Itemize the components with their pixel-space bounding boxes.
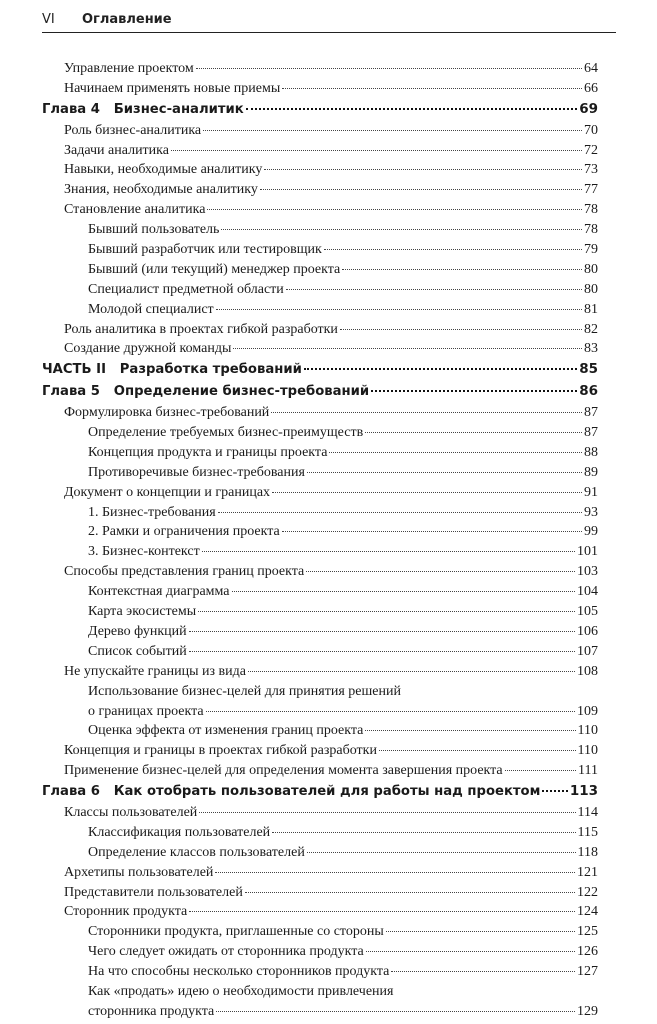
- toc-page-number: 115: [577, 824, 598, 840]
- toc-entry-title: Бывший разработчик или тестировщик: [88, 242, 322, 258]
- toc-page-number: 121: [577, 864, 598, 880]
- toc-entry-title: Знания, необходимые аналитику: [64, 182, 258, 198]
- toc-entry[interactable]: [42, 984, 598, 1004]
- dot-leader: [189, 911, 575, 912]
- toc-page-number: 91: [584, 484, 598, 500]
- toc-entry-title: Создание дружной команды: [64, 341, 232, 357]
- toc-entry[interactable]: [42, 465, 598, 485]
- toc-entry-title: Оценка эффекта от изменения границ проекта: [88, 723, 364, 739]
- toc-entry-title: Управление проектом: [64, 61, 194, 76]
- toc-entry[interactable]: [42, 805, 598, 825]
- toc-page-number: 118: [577, 844, 598, 860]
- toc-entry-title: Роль бизнес-аналитика: [64, 122, 202, 138]
- toc-entry[interactable]: [42, 964, 598, 984]
- toc-entry[interactable]: [42, 723, 598, 743]
- toc-entry-title: Задачи аналитика: [64, 142, 169, 158]
- toc-entry-title: Концепция и границы в проектах гибкой разработки: [64, 743, 377, 759]
- toc-entry-title: Классификация пользователей: [88, 824, 271, 840]
- toc-entry-title: Глава 4 Бизнес-аналитик: [42, 101, 244, 117]
- toc-page-number: 81: [584, 301, 598, 317]
- toc-entry-title: Использование бизнес-целей для принятия решений: [88, 683, 401, 699]
- toc-entry-title: Молодой специалист: [88, 301, 214, 317]
- toc-page-number: 79: [584, 242, 598, 258]
- dot-leader: [286, 289, 582, 290]
- toc-entry[interactable]: [42, 405, 598, 425]
- dot-leader: [206, 711, 575, 712]
- toc-entry[interactable]: [42, 302, 598, 322]
- toc-page-number: 87: [584, 425, 598, 441]
- toc-entry[interactable]: [42, 604, 598, 624]
- dot-leader: [371, 390, 577, 392]
- toc-page-number: 126: [577, 944, 598, 960]
- dot-leader: [365, 432, 582, 433]
- table-of-contents: [42, 61, 598, 1024]
- toc-page-number: 82: [584, 321, 598, 337]
- toc-entry-title: На что способны несколько сторонников продукта: [88, 964, 390, 980]
- toc-entry-title: Применение бизнес-целей для определения момента завершения проекта: [64, 763, 503, 779]
- toc-entry-title: Начинаем применять новые приемы: [64, 80, 281, 96]
- dot-leader: [307, 472, 582, 473]
- toc-entry-title: Формулировка бизнес-требований: [64, 405, 270, 421]
- toc-page-number: 101: [577, 544, 598, 560]
- dot-leader: [366, 951, 575, 952]
- toc-chapter-entry[interactable]: [42, 383, 598, 405]
- dot-leader: [272, 832, 575, 833]
- toc-entry-title: Не упускайте границы из вида: [64, 663, 246, 679]
- dot-leader: [232, 591, 575, 592]
- dot-leader: [304, 368, 577, 370]
- toc-entry[interactable]: [42, 743, 598, 763]
- dot-leader: [218, 512, 582, 513]
- dot-leader: [207, 209, 582, 210]
- dot-leader: [216, 1011, 575, 1012]
- dot-leader: [203, 130, 582, 131]
- toc-entry[interactable]: [42, 1004, 598, 1024]
- toc-chapter-entry[interactable]: [42, 783, 598, 805]
- toc-entry-title: Навыки, необходимые аналитику: [64, 162, 263, 178]
- toc-entry[interactable]: [42, 485, 598, 505]
- toc-entry[interactable]: [42, 624, 598, 644]
- toc-entry[interactable]: [42, 904, 598, 924]
- toc-entry[interactable]: [42, 584, 598, 604]
- dot-leader: [282, 88, 582, 89]
- dot-leader: [307, 852, 576, 853]
- toc-page-number: 109: [577, 703, 598, 719]
- dot-leader: [198, 611, 575, 612]
- toc-entry-title: Бывший (или текущий) менеджер проекта: [88, 261, 341, 277]
- toc-entry[interactable]: [42, 143, 598, 163]
- dot-leader: [189, 651, 575, 652]
- toc-page-number: 86: [579, 383, 598, 400]
- toc-entry[interactable]: [42, 341, 598, 361]
- dot-leader: [189, 631, 575, 632]
- toc-entry-title: Как «продать» идею о необходимости привлечения: [88, 983, 394, 999]
- dot-leader: [306, 571, 575, 572]
- toc-entry-title: 2. Рамки и ограничения проекта: [88, 524, 280, 540]
- toc-entry-title: Список событий: [88, 643, 187, 659]
- toc-entry[interactable]: [42, 704, 598, 724]
- toc-page-number: 110: [577, 723, 598, 739]
- header-page-number: VI: [42, 12, 55, 27]
- toc-page-number: 113: [569, 783, 598, 800]
- toc-chapter-entry[interactable]: [42, 101, 598, 123]
- toc-entry[interactable]: [42, 763, 598, 783]
- toc-entry-title: Концепция продукта и границы проекта: [88, 444, 328, 460]
- dot-leader: [271, 412, 582, 413]
- dot-leader: [248, 671, 575, 672]
- toc-page-number: 70: [584, 122, 598, 138]
- dot-leader: [233, 348, 582, 349]
- toc-entry[interactable]: [42, 425, 598, 445]
- toc-page-number: 78: [584, 222, 598, 238]
- toc-entry[interactable]: [42, 885, 598, 905]
- toc-entry[interactable]: [42, 222, 598, 242]
- dot-leader: [246, 108, 578, 110]
- toc-entry-title: Противоречивые бизнес-требования: [88, 464, 305, 480]
- header-title: Оглавление: [82, 12, 172, 27]
- toc-entry-title: Глава 6 Как отобрать пользователей для работы над проектом: [42, 784, 541, 800]
- dot-leader: [245, 892, 575, 893]
- dot-leader: [171, 150, 582, 151]
- toc-entry[interactable]: [42, 664, 598, 684]
- running-header: [42, 10, 616, 33]
- toc-page-number: 106: [577, 623, 598, 639]
- toc-entry[interactable]: [42, 825, 598, 845]
- dot-leader: [542, 790, 567, 792]
- toc-entry[interactable]: [42, 845, 598, 865]
- toc-entry-title: Определение требуемых бизнес-преимуществ: [88, 425, 364, 441]
- dot-leader: [365, 730, 575, 731]
- dot-leader: [215, 872, 575, 873]
- dot-leader: [260, 189, 582, 190]
- toc-page-number: 129: [577, 1003, 598, 1019]
- toc-page-number: 122: [577, 884, 598, 900]
- dot-leader: [196, 68, 582, 69]
- toc-entry[interactable]: [42, 924, 598, 944]
- toc-entry[interactable]: [42, 182, 598, 202]
- toc-entry-title: Сторонник продукта: [64, 904, 188, 920]
- toc-page-number: 105: [577, 604, 598, 620]
- toc-page-number: 103: [577, 564, 598, 580]
- toc-entry-title: 3. Бизнес-контекст: [88, 544, 200, 560]
- toc-page-number: 93: [584, 504, 598, 520]
- toc-entry-title: Дерево функций: [88, 623, 187, 639]
- toc-entry[interactable]: [42, 242, 598, 262]
- toc-page-number: 73: [584, 162, 598, 178]
- dot-leader: [379, 750, 576, 751]
- dot-leader: [202, 551, 575, 552]
- dot-leader: [282, 531, 582, 532]
- dot-leader: [386, 931, 575, 932]
- toc-page-number: 78: [584, 202, 598, 218]
- toc-entry-title: сторонника продукта: [88, 1003, 215, 1019]
- toc-entry[interactable]: [42, 282, 598, 302]
- dot-leader: [216, 309, 582, 310]
- toc-entry[interactable]: [42, 445, 598, 465]
- toc-entry-title: ЧАСТЬ II Разработка требований: [42, 362, 302, 378]
- toc-entry[interactable]: [42, 505, 598, 525]
- toc-page-number: 80: [584, 281, 598, 297]
- toc-page-number: 124: [577, 904, 598, 920]
- toc-entry-title: Сторонники продукта, приглашенные со стороны: [88, 924, 384, 940]
- toc-page-number: 108: [577, 663, 598, 679]
- toc-entry-title: Способы представления границ проекта: [64, 564, 305, 580]
- toc-page-number: 80: [584, 261, 598, 277]
- toc-entry[interactable]: [42, 262, 598, 282]
- toc-page-number: 104: [577, 584, 598, 600]
- toc-entry-title: Роль аналитика в проектах гибкой разработки: [64, 321, 338, 337]
- toc-page-number: 125: [577, 924, 598, 940]
- toc-entry[interactable]: [42, 322, 598, 342]
- toc-entry-title: Становление аналитика: [64, 202, 206, 218]
- toc-entry[interactable]: [42, 684, 598, 704]
- toc-page-number: 89: [584, 464, 598, 480]
- toc-page-number: 72: [584, 142, 598, 158]
- toc-entry-title: Глава 5 Определение бизнес-требований: [42, 384, 370, 400]
- dot-leader: [342, 269, 582, 270]
- toc-entry[interactable]: [42, 162, 598, 182]
- toc-entry[interactable]: [42, 61, 598, 81]
- toc-entry-title: о границах проекта: [88, 703, 204, 719]
- toc-entry-title: Определение классов пользователей: [88, 844, 305, 860]
- toc-page-number: 66: [584, 80, 598, 96]
- dot-leader: [391, 971, 575, 972]
- toc-entry[interactable]: [42, 564, 598, 584]
- toc-page-number: 64: [584, 61, 598, 76]
- dot-leader: [324, 249, 582, 250]
- toc-entry[interactable]: [42, 644, 598, 664]
- toc-entry[interactable]: [42, 544, 598, 564]
- dot-leader: [340, 329, 582, 330]
- toc-entry[interactable]: [42, 944, 598, 964]
- toc-page-number: 83: [584, 341, 598, 357]
- toc-entry-title: Бывший пользователь: [88, 222, 220, 238]
- toc-entry-title: Карта экосистемы: [88, 604, 197, 620]
- toc-page-number: 114: [577, 804, 598, 820]
- dot-leader: [221, 229, 582, 230]
- toc-entry-title: Специалист предметной области: [88, 281, 284, 297]
- toc-entry-title: Контекстная диаграмма: [88, 584, 230, 600]
- toc-entry-title: Представители пользователей: [64, 884, 243, 900]
- toc-entry[interactable]: [42, 123, 598, 143]
- toc-entry[interactable]: [42, 524, 598, 544]
- toc-page-number: 87: [584, 405, 598, 421]
- toc-page-number: 85: [579, 361, 598, 378]
- toc-entry-title: Архетипы пользователей: [64, 864, 214, 880]
- dot-leader: [329, 452, 582, 453]
- toc-entry[interactable]: [42, 202, 598, 222]
- toc-entry-title: Документ о концепции и границах: [64, 484, 271, 500]
- toc-page-number: 88: [584, 444, 598, 460]
- toc-page-number: 111: [578, 763, 598, 779]
- dot-leader: [199, 812, 575, 813]
- toc-entry[interactable]: [42, 865, 598, 885]
- toc-entry-title: Чего следует ожидать от сторонника продукта: [88, 944, 364, 960]
- toc-page-number: 107: [577, 643, 598, 659]
- toc-page-number: 99: [584, 524, 598, 540]
- dot-leader: [505, 770, 576, 771]
- toc-entry-title: Классы пользователей: [64, 804, 198, 820]
- toc-page-number: 77: [584, 182, 598, 198]
- toc-chapter-entry[interactable]: [42, 361, 598, 383]
- dot-leader: [272, 492, 582, 493]
- dot-leader: [264, 169, 582, 170]
- toc-page-number: 110: [577, 743, 598, 759]
- toc-entry[interactable]: [42, 81, 598, 101]
- toc-page-number: 127: [577, 964, 598, 980]
- toc-page-number: 69: [579, 100, 598, 117]
- toc-entry-title: 1. Бизнес-требования: [88, 504, 216, 520]
